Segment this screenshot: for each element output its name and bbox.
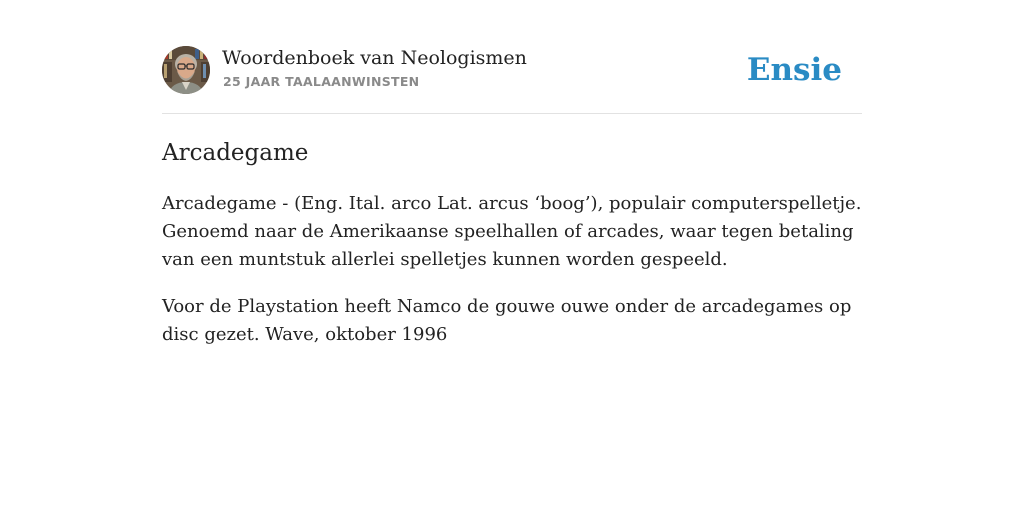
author-portrait-icon bbox=[162, 46, 210, 94]
header-divider bbox=[162, 113, 862, 114]
brand-logo[interactable]: Ensie bbox=[746, 52, 842, 88]
entry-citation: Voor de Playstation heeft Namco de gouwe ouwe onder de arcadegames op disc gezet. Wave, oktober 1996 bbox=[162, 296, 852, 345]
author-name[interactable]: Woordenboek van Neologismen bbox=[222, 47, 527, 69]
entry-header bbox=[162, 46, 862, 98]
author-subtitle: 25 JAAR TAALAANWINSTEN bbox=[223, 74, 420, 89]
author-avatar[interactable] bbox=[162, 46, 210, 94]
entry-definition: Arcadegame - (Eng. Ital. arco Lat. arcus ‘boog’), populair computerspelletje. Genoemd naar de Amerikaanse speelhallen of arcades, waar tegen betaling van een muntstuk allerlei spelletjes kunnen worden gespeeld. bbox=[162, 193, 862, 270]
entry-card bbox=[162, 0, 862, 512]
entry-title: Arcadegame bbox=[162, 140, 309, 166]
